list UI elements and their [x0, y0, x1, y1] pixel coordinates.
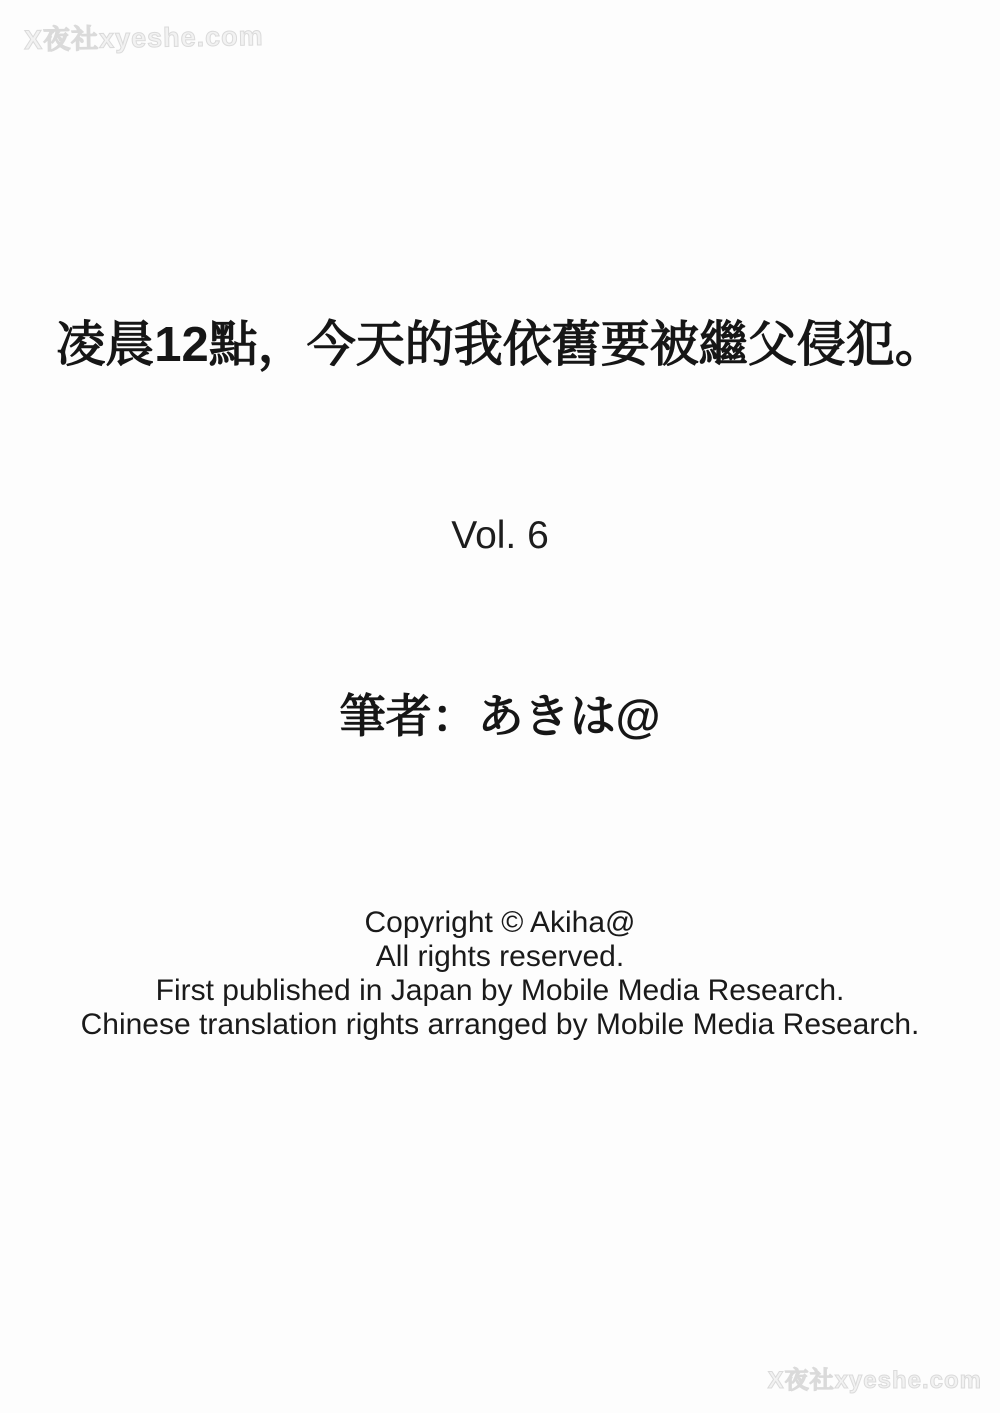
copyright-line-3: First published in Japan by Mobile Media Research.	[155, 974, 845, 1007]
volume-label: Vol. 6	[451, 514, 549, 557]
author-line: 筆者：あきは@	[339, 690, 661, 742]
watermark-bottom-right: X夜社xyeshe.com	[767, 1367, 982, 1394]
copyright-line-1: Copyright © Akiha@	[364, 906, 636, 939]
copyright-line-2: All rights reserved.	[375, 940, 625, 973]
series-title: 凌晨12點，今天的我依舊要被繼父侵犯。	[56, 318, 944, 372]
copyright-block	[0, 906, 1000, 1042]
copyright-line-4: Chinese translation rights arranged by Mobile Media Research.	[80, 1008, 920, 1041]
watermark-top-left: X夜社xyeshe.com	[23, 20, 264, 56]
